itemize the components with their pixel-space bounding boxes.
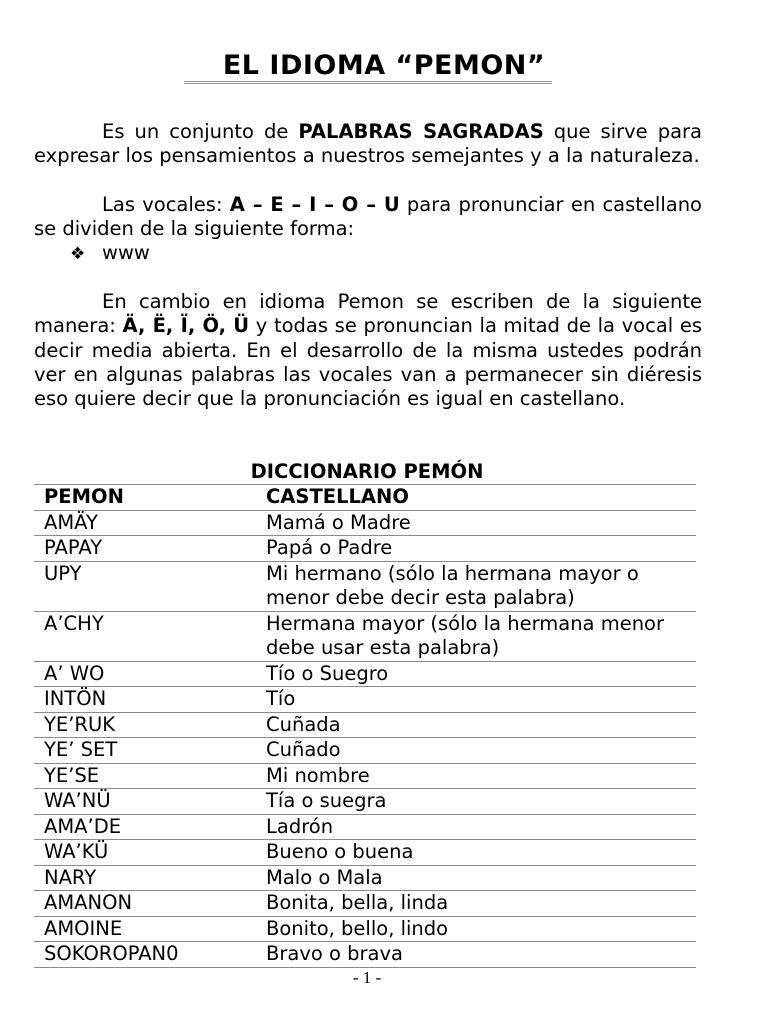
pemon-word: SOKOROPAN0 xyxy=(34,942,256,968)
pemon-word: A’ WO xyxy=(34,661,256,687)
intro-text-end: que sirve para expresar los pensamientos a nuestros semejantes y a la naturaleza. xyxy=(34,120,703,168)
table-row xyxy=(34,840,696,866)
pemon-word: WA’NÜ xyxy=(34,789,256,815)
table-row xyxy=(34,611,696,661)
castellano-meaning: Tío o Suegro xyxy=(256,661,696,687)
castellano-meaning: Cuñada xyxy=(256,712,696,738)
castellano-meaning: Cuñado xyxy=(256,738,696,764)
table-header-row xyxy=(34,485,696,511)
castellano-meaning: Ladrón xyxy=(256,814,696,840)
table-row xyxy=(34,510,696,536)
castellano-meaning: Mi hermano (sólo la hermana mayor o menor debe decir esta palabra) xyxy=(256,561,696,611)
table-row xyxy=(34,712,696,738)
dictionary-table xyxy=(34,484,696,968)
pemon-word: AMÄY xyxy=(34,510,256,536)
pemon-text-end: y todas se pronuncian la mitad de la vocal es decir media abierta. En el desarrollo de la misma ustedes podrán ver en algunas palabras las vocales van a permanecer sin diéresis eso quiere decir que la pronunciación es igual en castellano. xyxy=(34,314,702,411)
castellano-meaning: Malo o Mala xyxy=(256,865,696,891)
header-pemon: PEMON xyxy=(34,485,256,511)
castellano-meaning: Bonito, bello, lindo xyxy=(256,916,696,942)
pemon-word: INTÖN xyxy=(34,687,256,713)
table-row xyxy=(34,687,696,713)
table-row xyxy=(34,865,696,891)
castellano-meaning: Bravo o brava xyxy=(256,942,696,968)
paragraph-intro xyxy=(34,120,702,169)
header-castellano: CASTELLANO xyxy=(256,485,696,511)
pemon-bold: Ä, Ë, Ï, Ö, Ü xyxy=(122,314,250,338)
vowels-text: Las vocales: xyxy=(102,193,230,216)
pemon-word: YE’ SET xyxy=(34,738,256,764)
pemon-word: AMOINE xyxy=(34,916,256,942)
table-row xyxy=(34,738,696,764)
table-row xyxy=(34,561,696,611)
bullet-text: www xyxy=(102,241,150,264)
pemon-word: A’CHY xyxy=(34,611,256,661)
bullet-item xyxy=(70,241,150,266)
pemon-word: YE’SE xyxy=(34,763,256,789)
pemon-word: UPY xyxy=(34,561,256,611)
intro-bold: PALABRAS SAGRADAS xyxy=(298,120,544,143)
castellano-meaning: Hermana mayor (sólo la hermana menor debe usar esta palabra) xyxy=(256,611,696,661)
pemon-text: En cambio en idioma Pemon se escriben de la siguiente manera: xyxy=(34,290,702,338)
paragraph-pemon-vowels xyxy=(34,290,702,411)
pemon-word: YE’RUK xyxy=(34,712,256,738)
castellano-meaning: Papá o Padre xyxy=(256,536,696,562)
diamond-bullet-icon: ❖ xyxy=(70,244,86,264)
table-row xyxy=(34,661,696,687)
table-row xyxy=(34,916,696,942)
vowels-bold: A – E – I – O – U xyxy=(229,193,400,216)
castellano-meaning: Mamá o Madre xyxy=(256,510,696,536)
table-body xyxy=(34,510,696,967)
pemon-word: AMA’DE xyxy=(34,814,256,840)
paragraph-vowels xyxy=(34,193,702,242)
pemon-word: AMANON xyxy=(34,891,256,917)
vowels-text-end: para pronunciar en castellano se dividen de la siguiente forma: xyxy=(34,193,702,241)
page-number: - 1 - xyxy=(352,968,382,987)
castellano-meaning: Tío xyxy=(256,687,696,713)
title-underline xyxy=(184,81,552,84)
pemon-word: WA’KÜ xyxy=(34,840,256,866)
castellano-meaning: Tía o suegra xyxy=(256,789,696,815)
table-row xyxy=(34,763,696,789)
castellano-meaning: Bueno o buena xyxy=(256,840,696,866)
table-row xyxy=(34,942,696,968)
document-title: EL IDIOMA “PEMON” xyxy=(222,50,546,81)
dictionary-title: DICCIONARIO PEMÓN xyxy=(250,460,484,483)
table-row xyxy=(34,536,696,562)
table-row xyxy=(34,789,696,815)
castellano-meaning: Bonita, bella, linda xyxy=(256,891,696,917)
table-row xyxy=(34,814,696,840)
intro-text: Es un conjunto de xyxy=(102,120,299,143)
castellano-meaning: Mi nombre xyxy=(256,763,696,789)
pemon-word: PAPAY xyxy=(34,536,256,562)
table-row xyxy=(34,891,696,917)
pemon-word: NARY xyxy=(34,865,256,891)
